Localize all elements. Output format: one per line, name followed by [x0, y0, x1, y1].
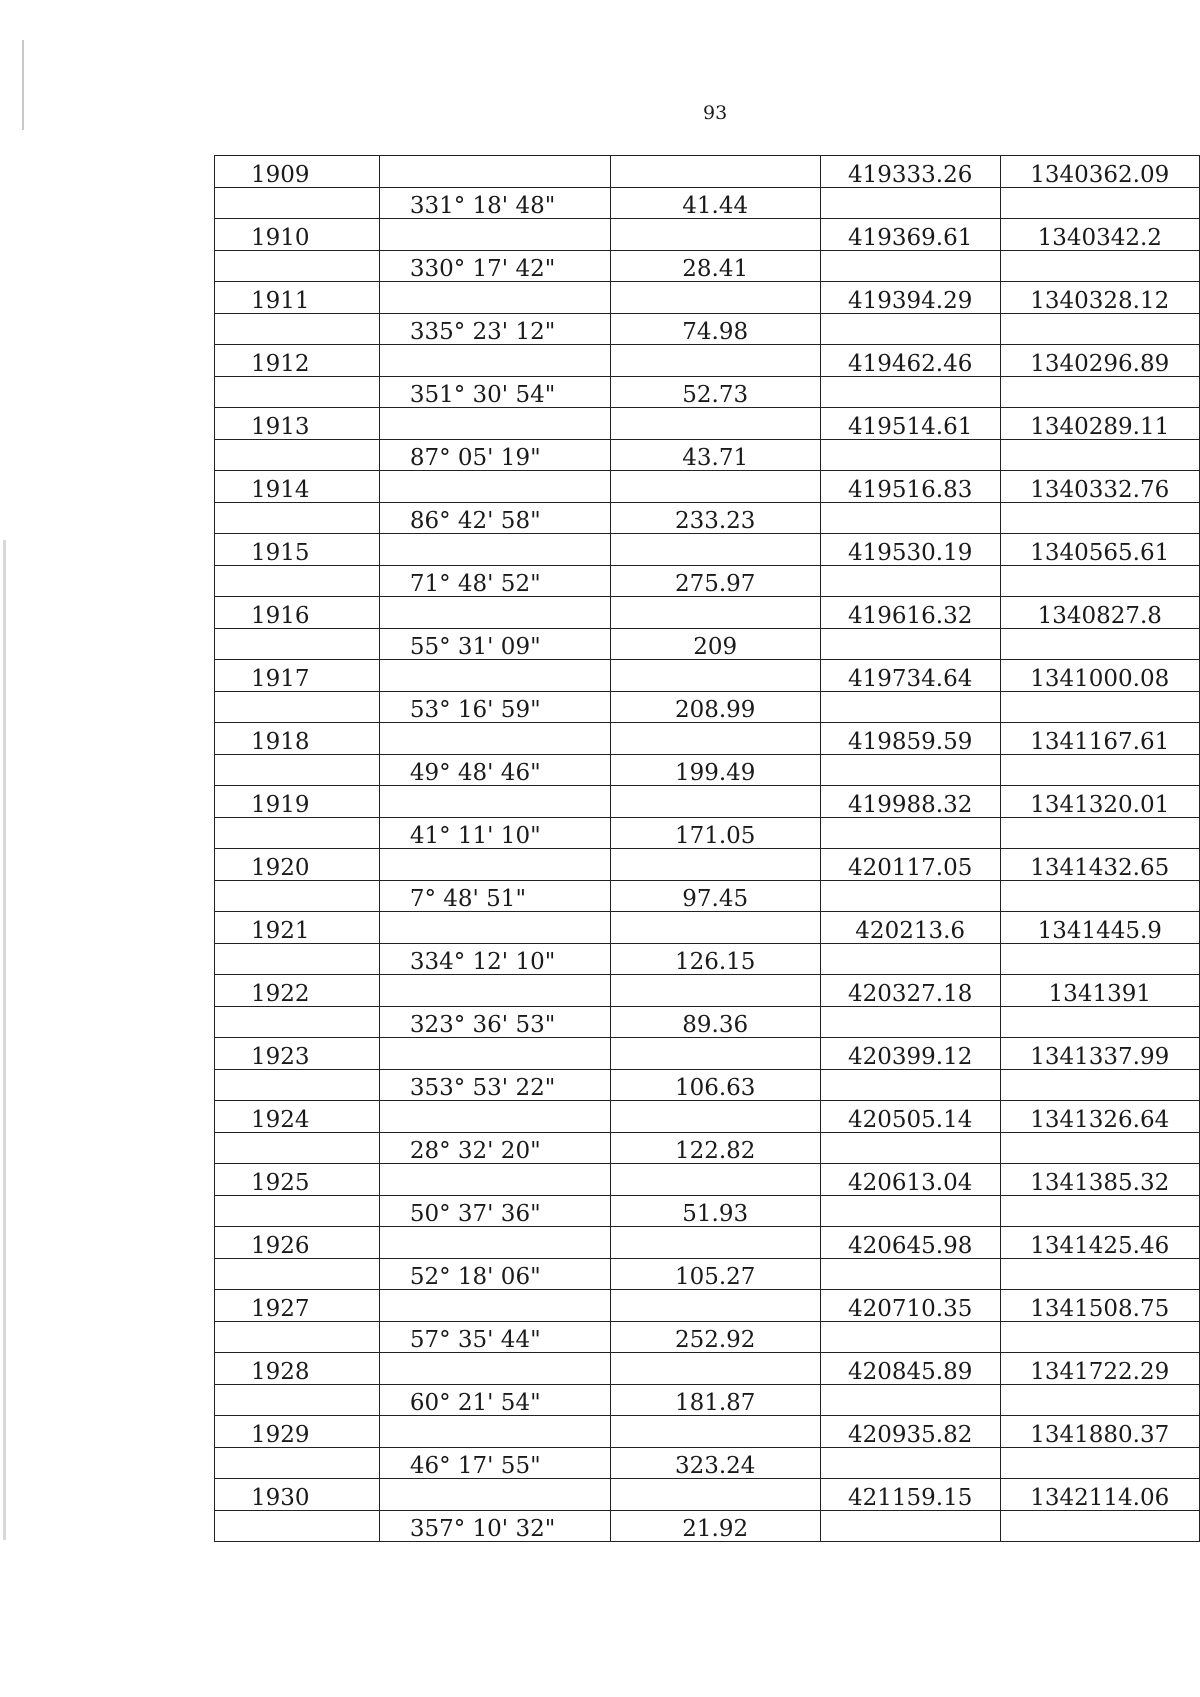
- station-cell: 1923: [215, 1038, 380, 1070]
- station-cell: [215, 1069, 380, 1101]
- easting-cell: 1340328.12: [1000, 282, 1199, 314]
- station-row: [215, 471, 1200, 503]
- traverse-leg-row: [215, 1258, 1200, 1290]
- northing-cell: 419616.32: [820, 597, 1000, 629]
- easting-cell: [1000, 250, 1199, 282]
- bearing-cell: 57° 35' 44": [379, 1321, 610, 1353]
- bearing-cell: [379, 219, 610, 251]
- northing-cell: 419734.64: [820, 660, 1000, 692]
- station-cell: [215, 376, 380, 408]
- station-cell: [215, 250, 380, 282]
- traverse-leg-row: [215, 1132, 1200, 1164]
- distance-cell: [610, 723, 820, 755]
- distance-cell: 171.05: [610, 817, 820, 849]
- bearing-cell: 331° 18' 48": [379, 187, 610, 219]
- station-cell: 1924: [215, 1101, 380, 1133]
- easting-cell: 1340827.8: [1000, 597, 1199, 629]
- distance-cell: [610, 597, 820, 629]
- bearing-cell: [379, 534, 610, 566]
- station-cell: [215, 1321, 380, 1353]
- distance-cell: [610, 786, 820, 818]
- northing-cell: [820, 1321, 1000, 1353]
- station-cell: [215, 187, 380, 219]
- traverse-leg-row: [215, 565, 1200, 597]
- station-cell: 1914: [215, 471, 380, 503]
- traverse-leg-row: [215, 313, 1200, 345]
- distance-cell: [610, 1101, 820, 1133]
- distance-cell: 28.41: [610, 250, 820, 282]
- station-cell: 1915: [215, 534, 380, 566]
- northing-cell: 419333.26: [820, 156, 1000, 188]
- distance-cell: 126.15: [610, 943, 820, 975]
- distance-cell: 74.98: [610, 313, 820, 345]
- northing-cell: 420710.35: [820, 1290, 1000, 1322]
- station-cell: [215, 1384, 380, 1416]
- easting-cell: 1340296.89: [1000, 345, 1199, 377]
- easting-cell: [1000, 502, 1199, 534]
- station-cell: 1930: [215, 1479, 380, 1511]
- station-cell: [215, 502, 380, 534]
- distance-cell: 209: [610, 628, 820, 660]
- northing-cell: [820, 502, 1000, 534]
- traverse-leg-row: [215, 691, 1200, 723]
- bearing-cell: 28° 32' 20": [379, 1132, 610, 1164]
- station-cell: [215, 817, 380, 849]
- traverse-leg-row: [215, 1195, 1200, 1227]
- station-cell: 1911: [215, 282, 380, 314]
- traverse-leg-row: [215, 628, 1200, 660]
- traverse-leg-row: [215, 187, 1200, 219]
- station-cell: 1916: [215, 597, 380, 629]
- northing-cell: [820, 1447, 1000, 1479]
- distance-cell: 208.99: [610, 691, 820, 723]
- station-row: [215, 219, 1200, 251]
- northing-cell: 420645.98: [820, 1227, 1000, 1259]
- station-cell: [215, 565, 380, 597]
- northing-cell: [820, 1195, 1000, 1227]
- distance-cell: 41.44: [610, 187, 820, 219]
- distance-cell: 43.71: [610, 439, 820, 471]
- station-row: [215, 1164, 1200, 1196]
- northing-cell: [820, 313, 1000, 345]
- station-row: [215, 723, 1200, 755]
- northing-cell: [820, 187, 1000, 219]
- easting-cell: [1000, 628, 1199, 660]
- station-cell: 1921: [215, 912, 380, 944]
- distance-cell: [610, 1290, 820, 1322]
- station-cell: [215, 1258, 380, 1290]
- easting-cell: [1000, 1321, 1199, 1353]
- traverse-leg-row: [215, 817, 1200, 849]
- northing-cell: [820, 1384, 1000, 1416]
- distance-cell: 181.87: [610, 1384, 820, 1416]
- bearing-cell: [379, 345, 610, 377]
- survey-coordinates-table: [214, 155, 1200, 1542]
- traverse-leg-row: [215, 1384, 1200, 1416]
- station-cell: [215, 1195, 380, 1227]
- bearing-cell: [379, 1227, 610, 1259]
- distance-cell: [610, 1479, 820, 1511]
- easting-cell: 1341326.64: [1000, 1101, 1199, 1133]
- bearing-cell: 87° 05' 19": [379, 439, 610, 471]
- station-cell: 1909: [215, 156, 380, 188]
- northing-cell: [820, 817, 1000, 849]
- station-row: [215, 1038, 1200, 1070]
- distance-cell: [610, 219, 820, 251]
- bearing-cell: 86° 42' 58": [379, 502, 610, 534]
- northing-cell: 420117.05: [820, 849, 1000, 881]
- easting-cell: [1000, 1384, 1199, 1416]
- traverse-leg-row: [215, 754, 1200, 786]
- easting-cell: 1341425.46: [1000, 1227, 1199, 1259]
- easting-cell: 1340565.61: [1000, 534, 1199, 566]
- station-cell: [215, 313, 380, 345]
- northing-cell: [820, 1006, 1000, 1038]
- station-cell: 1917: [215, 660, 380, 692]
- easting-cell: [1000, 1195, 1199, 1227]
- bearing-cell: 330° 17' 42": [379, 250, 610, 282]
- distance-cell: 275.97: [610, 565, 820, 597]
- bearing-cell: [379, 1353, 610, 1385]
- traverse-leg-row: [215, 1447, 1200, 1479]
- easting-cell: 1340362.09: [1000, 156, 1199, 188]
- station-cell: 1919: [215, 786, 380, 818]
- traverse-leg-row: [215, 502, 1200, 534]
- distance-cell: [610, 156, 820, 188]
- station-cell: 1922: [215, 975, 380, 1007]
- station-cell: 1928: [215, 1353, 380, 1385]
- bearing-cell: [379, 975, 610, 1007]
- easting-cell: [1000, 1447, 1199, 1479]
- survey-table-body: [215, 156, 1200, 1542]
- easting-cell: [1000, 1510, 1199, 1542]
- station-cell: 1910: [215, 219, 380, 251]
- bearing-cell: 335° 23' 12": [379, 313, 610, 345]
- northing-cell: 421159.15: [820, 1479, 1000, 1511]
- easting-cell: [1000, 376, 1199, 408]
- bearing-cell: 49° 48' 46": [379, 754, 610, 786]
- easting-cell: 1341391: [1000, 975, 1199, 1007]
- northing-cell: [820, 1069, 1000, 1101]
- northing-cell: 420935.82: [820, 1416, 1000, 1448]
- easting-cell: 1341320.01: [1000, 786, 1199, 818]
- distance-cell: [610, 849, 820, 881]
- station-row: [215, 156, 1200, 188]
- distance-cell: 233.23: [610, 502, 820, 534]
- station-cell: [215, 1132, 380, 1164]
- easting-cell: [1000, 943, 1199, 975]
- bearing-cell: [379, 156, 610, 188]
- easting-cell: 1340332.76: [1000, 471, 1199, 503]
- northing-cell: 420213.6: [820, 912, 1000, 944]
- northing-cell: [820, 943, 1000, 975]
- bearing-cell: 55° 31' 09": [379, 628, 610, 660]
- distance-cell: [610, 660, 820, 692]
- northing-cell: [820, 565, 1000, 597]
- easting-cell: 1341722.29: [1000, 1353, 1199, 1385]
- traverse-leg-row: [215, 1069, 1200, 1101]
- bearing-cell: [379, 1290, 610, 1322]
- northing-cell: 419516.83: [820, 471, 1000, 503]
- distance-cell: 106.63: [610, 1069, 820, 1101]
- station-cell: [215, 1510, 380, 1542]
- bearing-cell: [379, 849, 610, 881]
- northing-cell: [820, 439, 1000, 471]
- easting-cell: 1341445.9: [1000, 912, 1199, 944]
- easting-cell: [1000, 313, 1199, 345]
- easting-cell: [1000, 817, 1199, 849]
- northing-cell: 419859.59: [820, 723, 1000, 755]
- bearing-cell: [379, 408, 610, 440]
- station-row: [215, 1353, 1200, 1385]
- station-cell: [215, 943, 380, 975]
- station-cell: [215, 880, 380, 912]
- traverse-leg-row: [215, 1006, 1200, 1038]
- station-cell: [215, 439, 380, 471]
- station-cell: [215, 628, 380, 660]
- station-cell: 1913: [215, 408, 380, 440]
- station-row: [215, 660, 1200, 692]
- station-row: [215, 975, 1200, 1007]
- northing-cell: [820, 628, 1000, 660]
- station-row: [215, 1227, 1200, 1259]
- distance-cell: 323.24: [610, 1447, 820, 1479]
- easting-cell: [1000, 1132, 1199, 1164]
- bearing-cell: [379, 1479, 610, 1511]
- easting-cell: 1340289.11: [1000, 408, 1199, 440]
- station-row: [215, 912, 1200, 944]
- traverse-leg-row: [215, 943, 1200, 975]
- bearing-cell: 50° 37' 36": [379, 1195, 610, 1227]
- bearing-cell: 351° 30' 54": [379, 376, 610, 408]
- distance-cell: 252.92: [610, 1321, 820, 1353]
- easting-cell: 1341167.61: [1000, 723, 1199, 755]
- northing-cell: [820, 880, 1000, 912]
- distance-cell: 51.93: [610, 1195, 820, 1227]
- bearing-cell: [379, 912, 610, 944]
- page-number: 93: [703, 102, 728, 124]
- station-cell: [215, 691, 380, 723]
- station-row: [215, 849, 1200, 881]
- easting-cell: [1000, 1006, 1199, 1038]
- station-cell: [215, 1447, 380, 1479]
- northing-cell: 419988.32: [820, 786, 1000, 818]
- station-row: [215, 534, 1200, 566]
- easting-cell: [1000, 1258, 1199, 1290]
- station-row: [215, 1416, 1200, 1448]
- easting-cell: 1341000.08: [1000, 660, 1199, 692]
- distance-cell: [610, 975, 820, 1007]
- distance-cell: [610, 1164, 820, 1196]
- bearing-cell: [379, 282, 610, 314]
- bearing-cell: [379, 723, 610, 755]
- bearing-cell: 7° 48' 51": [379, 880, 610, 912]
- distance-cell: [610, 534, 820, 566]
- northing-cell: 419530.19: [820, 534, 1000, 566]
- easting-cell: [1000, 1069, 1199, 1101]
- station-cell: 1920: [215, 849, 380, 881]
- easting-cell: [1000, 880, 1199, 912]
- distance-cell: [610, 1038, 820, 1070]
- easting-cell: [1000, 565, 1199, 597]
- station-cell: 1929: [215, 1416, 380, 1448]
- distance-cell: [610, 471, 820, 503]
- station-cell: 1927: [215, 1290, 380, 1322]
- northing-cell: 420327.18: [820, 975, 1000, 1007]
- bearing-cell: [379, 471, 610, 503]
- station-row: [215, 345, 1200, 377]
- bearing-cell: [379, 597, 610, 629]
- station-cell: 1925: [215, 1164, 380, 1196]
- easting-cell: 1341432.65: [1000, 849, 1199, 881]
- northing-cell: 420505.14: [820, 1101, 1000, 1133]
- station-row: [215, 408, 1200, 440]
- easting-cell: [1000, 691, 1199, 723]
- distance-cell: 21.92: [610, 1510, 820, 1542]
- easting-cell: 1341337.99: [1000, 1038, 1199, 1070]
- bearing-cell: [379, 660, 610, 692]
- station-cell: 1926: [215, 1227, 380, 1259]
- distance-cell: [610, 282, 820, 314]
- distance-cell: [610, 408, 820, 440]
- bearing-cell: 46° 17' 55": [379, 1447, 610, 1479]
- easting-cell: [1000, 187, 1199, 219]
- station-row: [215, 282, 1200, 314]
- traverse-leg-row: [215, 1510, 1200, 1542]
- bearing-cell: 334° 12' 10": [379, 943, 610, 975]
- easting-cell: 1340342.2: [1000, 219, 1199, 251]
- distance-cell: [610, 1416, 820, 1448]
- station-cell: 1912: [215, 345, 380, 377]
- bearing-cell: 60° 21' 54": [379, 1384, 610, 1416]
- easting-cell: [1000, 439, 1199, 471]
- northing-cell: [820, 1510, 1000, 1542]
- distance-cell: 199.49: [610, 754, 820, 786]
- traverse-leg-row: [215, 1321, 1200, 1353]
- station-row: [215, 786, 1200, 818]
- easting-cell: 1341385.32: [1000, 1164, 1199, 1196]
- bearing-cell: [379, 1038, 610, 1070]
- station-row: [215, 1479, 1200, 1511]
- northing-cell: [820, 691, 1000, 723]
- northing-cell: [820, 376, 1000, 408]
- station-cell: 1918: [215, 723, 380, 755]
- northing-cell: 420845.89: [820, 1353, 1000, 1385]
- station-row: [215, 1101, 1200, 1133]
- northing-cell: 420399.12: [820, 1038, 1000, 1070]
- station-row: [215, 597, 1200, 629]
- easting-cell: [1000, 754, 1199, 786]
- traverse-leg-row: [215, 439, 1200, 471]
- northing-cell: [820, 250, 1000, 282]
- distance-cell: [610, 345, 820, 377]
- bearing-cell: [379, 1101, 610, 1133]
- bearing-cell: [379, 1416, 610, 1448]
- station-cell: [215, 1006, 380, 1038]
- northing-cell: [820, 1258, 1000, 1290]
- northing-cell: [820, 1132, 1000, 1164]
- station-row: [215, 1290, 1200, 1322]
- distance-cell: 52.73: [610, 376, 820, 408]
- easting-cell: 1342114.06: [1000, 1479, 1199, 1511]
- distance-cell: [610, 1353, 820, 1385]
- bearing-cell: 41° 11' 10": [379, 817, 610, 849]
- bearing-cell: 353° 53' 22": [379, 1069, 610, 1101]
- bearing-cell: [379, 1164, 610, 1196]
- bearing-cell: [379, 786, 610, 818]
- northing-cell: 419394.29: [820, 282, 1000, 314]
- easting-cell: 1341508.75: [1000, 1290, 1199, 1322]
- traverse-leg-row: [215, 250, 1200, 282]
- station-cell: [215, 754, 380, 786]
- bearing-cell: 323° 36' 53": [379, 1006, 610, 1038]
- easting-cell: 1341880.37: [1000, 1416, 1199, 1448]
- northing-cell: 419369.61: [820, 219, 1000, 251]
- bearing-cell: 357° 10' 32": [379, 1510, 610, 1542]
- northing-cell: [820, 754, 1000, 786]
- traverse-leg-row: [215, 880, 1200, 912]
- distance-cell: 105.27: [610, 1258, 820, 1290]
- distance-cell: 97.45: [610, 880, 820, 912]
- distance-cell: [610, 912, 820, 944]
- distance-cell: 89.36: [610, 1006, 820, 1038]
- bearing-cell: 52° 18' 06": [379, 1258, 610, 1290]
- northing-cell: 419514.61: [820, 408, 1000, 440]
- distance-cell: 122.82: [610, 1132, 820, 1164]
- bearing-cell: 71° 48' 52": [379, 565, 610, 597]
- northing-cell: 420613.04: [820, 1164, 1000, 1196]
- scan-edge-mark: [3, 540, 6, 1540]
- distance-cell: [610, 1227, 820, 1259]
- bearing-cell: 53° 16' 59": [379, 691, 610, 723]
- traverse-leg-row: [215, 376, 1200, 408]
- northing-cell: 419462.46: [820, 345, 1000, 377]
